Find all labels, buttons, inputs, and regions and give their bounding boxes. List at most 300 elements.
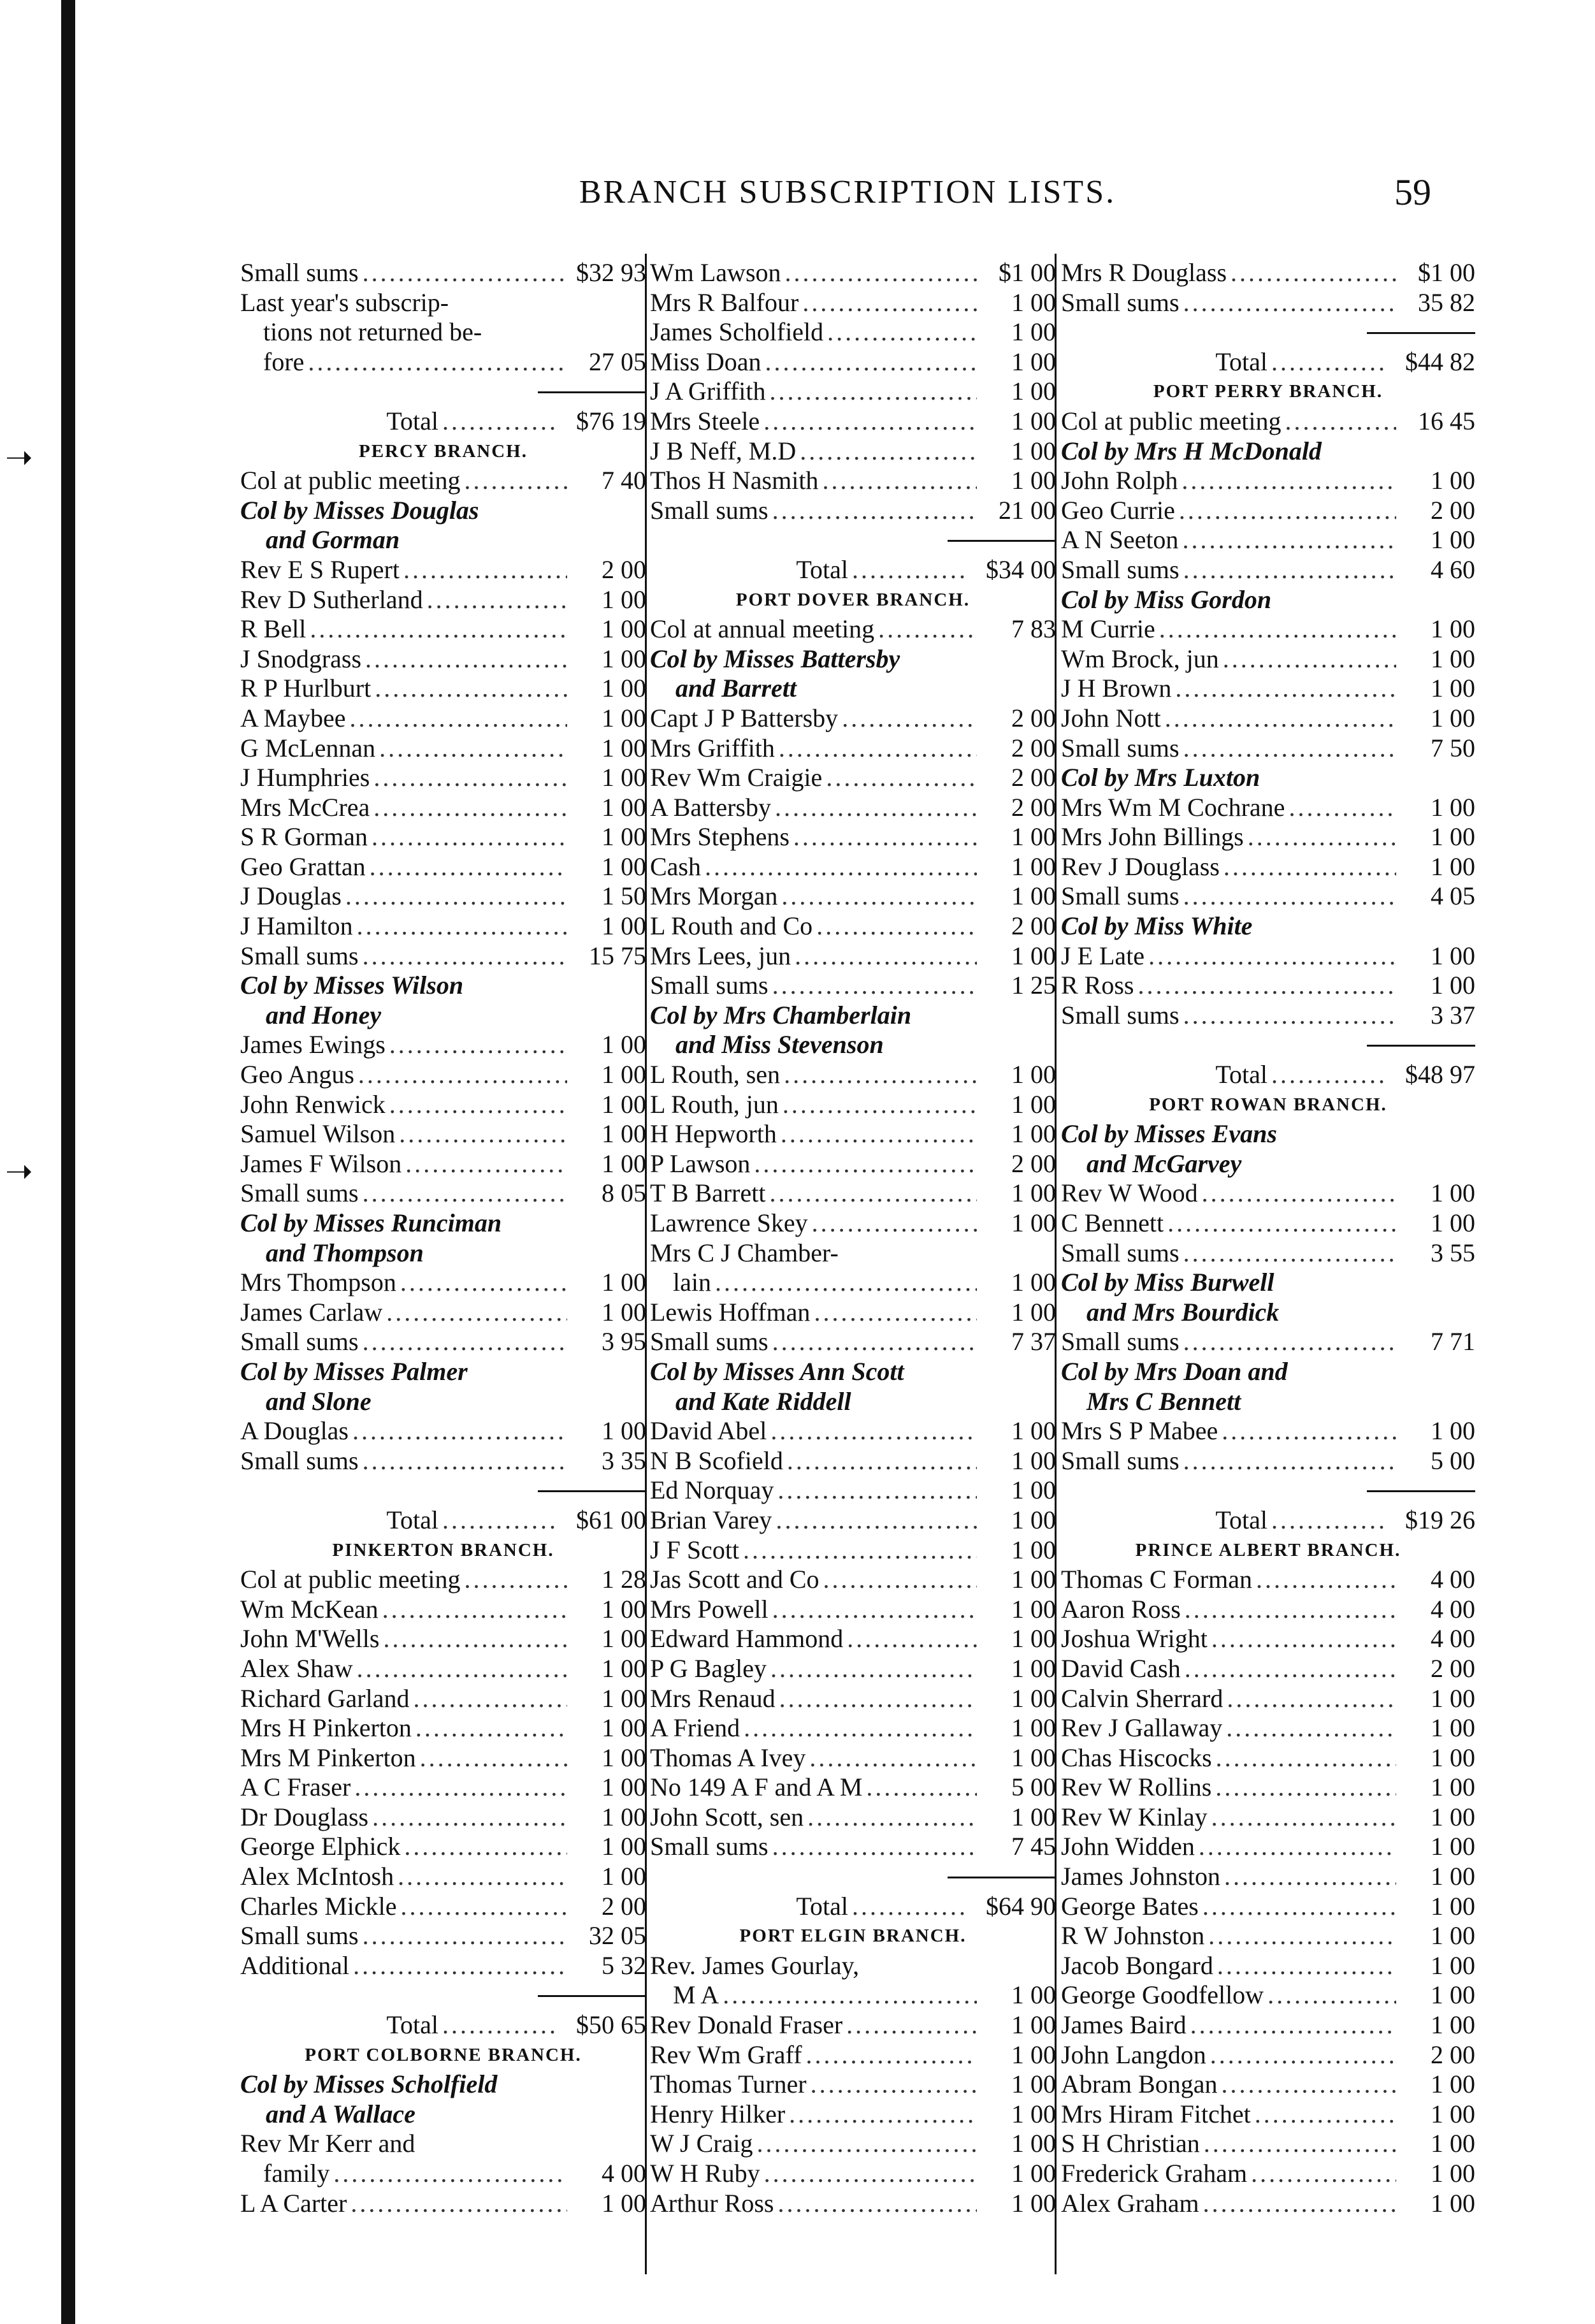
subscription-entry: [1061, 525, 1475, 555]
subscription-entry: [650, 1416, 1056, 1446]
dot-leader: [345, 882, 567, 911]
dot-leader: [1182, 525, 1396, 555]
subscriber-name: Small sums: [1061, 555, 1180, 584]
dot-leader: [354, 1773, 567, 1803]
subscriber-name: N B Scofield: [650, 1446, 783, 1475]
subscription-amount: 1 00: [602, 703, 646, 732]
subscription-amount: 1 00: [602, 1743, 646, 1772]
collector-note: Col by Misses Ann Scott: [650, 1356, 904, 1386]
subscription-entry: [1061, 1980, 1475, 2010]
dot-leader: [772, 1595, 977, 1625]
subscription-entry: [240, 734, 646, 764]
subscriber-name: James Baird: [1061, 2010, 1187, 2040]
subscriber-name: P Lawson: [650, 1149, 751, 1178]
subscription-amount: 1 00: [602, 763, 646, 792]
subscription-amount: 7 37: [1011, 1327, 1056, 1356]
dot-leader: [465, 1565, 568, 1595]
total-label: Total: [386, 1505, 438, 1534]
subscriber-name: George Bates: [1061, 1891, 1199, 1921]
subscription-amount: 1 00: [1431, 525, 1475, 555]
branch-total: [650, 555, 1056, 585]
subscription-entry: [1061, 1713, 1475, 1743]
dot-leader: [785, 258, 977, 288]
dot-leader: [763, 407, 977, 437]
subscription-entry: [650, 1654, 1056, 1684]
subscription-entry: [240, 1090, 646, 1120]
subscription-entry: [240, 1416, 646, 1446]
subscriber-name: A Friend: [650, 1713, 740, 1743]
subscriber-name: Small sums: [240, 1921, 359, 1950]
dot-leader: [781, 882, 977, 911]
subscription-amount: 1 00: [602, 2188, 646, 2218]
dot-leader: [816, 911, 977, 941]
dot-leader: [363, 1327, 567, 1357]
subscription-amount: 1 00: [1011, 1476, 1056, 1505]
dot-leader: [363, 258, 567, 288]
branch-total: [240, 1506, 646, 1536]
subscription-entry: [240, 1713, 646, 1743]
subscriber-name: Calvin Sherrard: [1061, 1683, 1223, 1713]
subscription-entry: [1061, 1327, 1475, 1357]
subscription-entry: [650, 288, 1056, 318]
subscription-amount: 1 00: [602, 1149, 646, 1178]
subscription-entry: [650, 317, 1056, 347]
subscription-entry: [1061, 793, 1475, 823]
dot-leader: [765, 347, 977, 377]
subscriber-name: M Currie: [1061, 614, 1155, 644]
dot-leader: [382, 1595, 567, 1625]
subscription-entry: [650, 1149, 1056, 1179]
dot-leader: [1202, 1892, 1396, 1922]
subscription-entry: [240, 911, 646, 941]
subscription-entry: [650, 1832, 1056, 1862]
dot-leader: [772, 1832, 977, 1862]
subscription-amount: 1 00: [1011, 1980, 1056, 2010]
dot-leader: [800, 437, 977, 467]
dot-leader: [822, 466, 977, 496]
subscription-amount: 1 00: [1431, 1891, 1475, 1921]
subscription-entry: [650, 971, 1056, 1001]
subscription-entry: [240, 763, 646, 793]
subscription-entry: [650, 1327, 1056, 1357]
subscriber-name: Small sums: [240, 941, 359, 970]
subscription-entry: [1061, 1565, 1475, 1595]
subscription-amount: $1 00: [999, 258, 1056, 287]
dot-leader: [1208, 1921, 1396, 1951]
subscription-entry: [650, 1773, 1056, 1803]
dot-leader: [1165, 704, 1396, 734]
total-amount: $64 90: [986, 1891, 1056, 1921]
subscription-amount: 1 00: [1011, 466, 1056, 495]
subscription-amount: 1 00: [1011, 882, 1056, 911]
subscriber-name: L Routh, jun: [650, 1089, 779, 1119]
subscriber-name: Jas Scott and Co: [650, 1565, 819, 1594]
subscription-entry: [1061, 496, 1475, 526]
subscription-entry: [240, 1446, 646, 1476]
page-header: BRANCH SUBSCRIPTION LISTS.: [579, 174, 1116, 210]
subscription-entry: [1061, 1832, 1475, 1862]
dot-leader: [715, 1268, 977, 1298]
dot-leader: [1185, 1595, 1396, 1625]
subscription-entry: [650, 763, 1056, 793]
dot-leader: [723, 1980, 977, 2010]
subscription-entry: [240, 882, 646, 911]
margin-arrow-mark: ➝: [5, 439, 33, 477]
subscription-amount: 1 00: [1431, 644, 1475, 673]
subscription-entry: [1061, 1001, 1475, 1031]
total-amount: $48 97: [1405, 1060, 1475, 1089]
dot-leader: [1175, 674, 1396, 704]
subscription-entry: [240, 1684, 646, 1714]
subscriber-name: George Goodfellow: [1061, 1980, 1264, 2010]
subscription-entry: [650, 1684, 1056, 1714]
collector-note: and Kate Riddell: [675, 1386, 851, 1416]
subscription-amount: 2 00: [1011, 763, 1056, 792]
subscription-entry: [1061, 288, 1475, 318]
subscription-entry: [1061, 1179, 1475, 1209]
dot-leader: [1159, 614, 1396, 644]
subscriber-name: Chas Hiscocks: [1061, 1743, 1212, 1772]
subscription-amount: 1 00: [1011, 2010, 1056, 2040]
subscription-entry: [240, 1119, 646, 1149]
subscription-amount: 3 95: [602, 1327, 646, 1356]
collector-note: Col by Mrs H McDonald: [1061, 436, 1322, 465]
subscription-amount: 2 00: [1011, 733, 1056, 762]
dot-leader: [353, 1951, 567, 1981]
subscription-entry: [650, 496, 1056, 526]
total-amount: $61 00: [576, 1505, 646, 1534]
subscriber-name: Mrs Renaud: [650, 1683, 776, 1713]
sum-rule: [1061, 1030, 1475, 1060]
dot-leader: [781, 1119, 977, 1149]
subscription-entry: [650, 1179, 1056, 1209]
subscriber-name: John Renwick: [240, 1089, 386, 1119]
subscriber-name: Small sums: [240, 1179, 359, 1208]
subscription-entry: [650, 1209, 1056, 1238]
dot-leader: [350, 704, 567, 734]
subscriber-name: Rev J Gallaway: [1061, 1713, 1223, 1743]
subscriber-name: family: [263, 2159, 330, 2188]
subscriber-name: P G Bagley: [650, 1653, 767, 1683]
subscriber-name: Mrs Morgan: [650, 882, 778, 911]
subscription-entry: [240, 674, 646, 704]
subscription-amount: 1 00: [1011, 1505, 1056, 1534]
subscription-entry: [650, 2040, 1056, 2070]
subscription-entry: [650, 407, 1056, 437]
dot-leader: [1185, 1654, 1396, 1684]
dot-leader: [770, 1654, 977, 1684]
subscription-amount: 1 00: [1431, 466, 1475, 495]
subscriber-name: Rev Donald Fraser: [650, 2010, 843, 2040]
subscription-amount: 1 00: [1011, 1060, 1056, 1089]
subscription-amount: 5 00: [1011, 1773, 1056, 1802]
subscription-entry: [1061, 1238, 1475, 1268]
subscription-amount: 7 45: [1011, 1832, 1056, 1861]
subscription-amount: 1 00: [1011, 1209, 1056, 1237]
subscription-amount: 16 45: [1418, 406, 1475, 435]
dot-leader: [1271, 1060, 1386, 1090]
subscription-amount: 1 00: [1011, 1179, 1056, 1208]
subscription-amount: 32 05: [589, 1921, 646, 1950]
subscription-entry: [1061, 941, 1475, 971]
subscriber-name: Small sums: [240, 1446, 359, 1475]
dot-leader: [1183, 1446, 1396, 1476]
dot-leader: [795, 941, 977, 971]
subscriber-name: Jacob Bongard: [1061, 1950, 1213, 1980]
subscriber-name: John Langdon: [1061, 2040, 1206, 2069]
dot-leader: [770, 1416, 977, 1446]
subscription-amount: 1 00: [1431, 1179, 1475, 1208]
subscription-amount: 1 00: [1431, 971, 1475, 1000]
dot-leader: [754, 1149, 977, 1179]
subscription-column-3: [1061, 258, 1475, 2218]
subscription-entry: [650, 1565, 1056, 1595]
subscription-entry: [650, 822, 1056, 852]
subscriber-name: Mrs McCrea: [240, 792, 370, 822]
subscription-entry: [240, 1862, 646, 1892]
subscriber-name: Rev J Douglass: [1061, 852, 1220, 881]
dot-leader: [372, 822, 567, 852]
subscriber-name: J Douglas: [240, 882, 342, 911]
entry-text: Last year's subscrip-: [240, 287, 449, 317]
subscriber-name: Mrs R Douglass: [1061, 258, 1227, 287]
subscription-entry: [650, 1536, 1056, 1565]
subscription-entry: [650, 793, 1056, 823]
subscription-amount: 1 00: [1011, 852, 1056, 881]
subscriber-name: Henry Hilker: [650, 2099, 786, 2128]
subscription-entry: [1061, 2129, 1475, 2159]
total-label: Total: [796, 1891, 848, 1921]
subscription-amount: 1 00: [1431, 2010, 1475, 2040]
subscription-entry: [1061, 2040, 1475, 2070]
dot-leader: [420, 1743, 567, 1773]
collector-note: Col by Misses Wilson: [240, 971, 464, 1000]
dot-leader: [1167, 1209, 1396, 1238]
dot-leader: [1231, 258, 1396, 288]
subscription-amount: 1 00: [1011, 377, 1056, 406]
subscription-entry: [650, 377, 1056, 407]
dot-leader: [1215, 1773, 1396, 1803]
dot-leader: [413, 1684, 567, 1714]
subscriber-name: Lewis Hoffman: [650, 1297, 811, 1326]
subscription-column-2: [650, 258, 1056, 2218]
dot-leader: [779, 734, 977, 764]
subscription-amount: 1 00: [1431, 2159, 1475, 2188]
subscriber-name: Rev E S Rupert: [240, 555, 400, 584]
subscriber-name: John Scott, sen: [650, 1802, 804, 1831]
subscription-amount: 4 00: [1431, 1565, 1475, 1594]
dot-leader: [1183, 1327, 1396, 1357]
subscription-entry: [650, 2070, 1056, 2100]
branch-heading: PINKERTON BRANCH.: [332, 1539, 554, 1560]
subscriber-name: Alex Shaw: [240, 1653, 353, 1683]
subscription-entry: [650, 1506, 1056, 1536]
dot-leader: [1203, 2189, 1396, 2219]
dot-leader: [809, 1743, 977, 1773]
dot-leader: [787, 1446, 977, 1476]
subscriber-name: Mrs Thompson: [240, 1268, 396, 1297]
collector-note: Col by Misses Scholfield: [240, 2070, 498, 2099]
collector-note: and Mrs Bourdick: [1086, 1297, 1280, 1326]
subscriber-name: Thos H Nasmith: [650, 466, 819, 495]
subscription-amount: 3 35: [602, 1446, 646, 1475]
subscriber-name: Rev D Sutherland: [240, 585, 423, 614]
subscription-entry: [650, 852, 1056, 882]
subscription-entry: [240, 1892, 646, 1922]
dot-leader: [744, 1713, 977, 1743]
subscription-amount: 1 00: [1431, 674, 1475, 703]
subscription-entry: [650, 2159, 1056, 2189]
subscriber-name: Abram Bongan: [1061, 2070, 1218, 2099]
dot-leader: [379, 734, 567, 764]
subscription-amount: 1 00: [602, 1713, 646, 1743]
subscriber-name: Mrs Powell: [650, 1594, 769, 1623]
subscription-amount: 1 00: [602, 614, 646, 644]
subscription-entry: [240, 585, 646, 615]
subscription-entry: [240, 1268, 646, 1298]
total-amount: $44 82: [1405, 347, 1475, 376]
subscription-amount: 1 00: [1431, 1921, 1475, 1950]
dot-leader: [1216, 1743, 1396, 1773]
subscription-amount: $32 93: [576, 258, 646, 287]
subscriber-name: Edward Hammond: [650, 1624, 844, 1653]
subscriber-name: Small sums: [240, 1327, 359, 1356]
dot-leader: [802, 288, 977, 318]
subscriber-name: Cash: [650, 852, 701, 881]
subscription-amount: 2 00: [1431, 1653, 1475, 1683]
subscription-amount: 1 00: [602, 1416, 646, 1446]
subscriber-name: R P Hurlburt: [240, 674, 372, 703]
subscription-amount: 3 37: [1431, 1000, 1475, 1029]
subscriber-name: Geo Grattan: [240, 852, 366, 881]
subscription-entry: [240, 644, 646, 674]
subscription-amount: 1 00: [602, 1624, 646, 1653]
subscription-amount: 7 50: [1431, 733, 1475, 762]
subscriber-name: Aaron Ross: [1061, 1594, 1181, 1623]
subscription-amount: 1 00: [1431, 1209, 1475, 1237]
dot-leader: [866, 1773, 977, 1803]
subscription-entry: [240, 1773, 646, 1803]
subscriber-name: James Scholfield: [650, 317, 824, 347]
subscription-amount: 1 00: [1011, 2070, 1056, 2099]
subscriber-name: S R Gorman: [240, 822, 368, 852]
subscription-amount: 1 00: [1431, 852, 1475, 881]
subscription-amount: 3 55: [1431, 1238, 1475, 1267]
dot-leader: [465, 466, 568, 496]
dot-leader: [878, 614, 977, 644]
subscription-amount: 15 75: [589, 941, 646, 970]
margin-arrow-mark: ➝: [5, 1152, 33, 1191]
dot-leader: [814, 1298, 977, 1328]
collector-note: and Barrett: [675, 674, 797, 703]
subscription-amount: 1 00: [1011, 317, 1056, 347]
subscription-entry: [650, 911, 1056, 941]
dot-leader: [777, 1476, 977, 1506]
subscription-amount: 8 05: [602, 1179, 646, 1208]
dot-leader: [1202, 1179, 1396, 1209]
subscriber-name: Geo Currie: [1061, 495, 1175, 525]
subscription-amount: 1 00: [1011, 287, 1056, 317]
dot-leader: [365, 644, 567, 674]
subscription-amount: 1 00: [1011, 1683, 1056, 1713]
subscriber-name: Miss Doan: [650, 347, 761, 376]
dot-leader: [1183, 734, 1396, 764]
subscriber-name: Wm Lawson: [650, 258, 781, 287]
subscriber-name: Mrs M Pinkerton: [240, 1743, 416, 1772]
subscriber-name: Wm McKean: [240, 1594, 379, 1623]
dot-leader: [1255, 2100, 1396, 2130]
subscription-amount: 2 00: [602, 1891, 646, 1921]
entry-text: Rev Mr Kerr and: [240, 2129, 415, 2158]
dot-leader: [386, 1298, 567, 1328]
subscriber-name: Samuel Wilson: [240, 1119, 396, 1149]
subscriber-name: R Ross: [1061, 971, 1134, 1000]
subscription-amount: 1 00: [1431, 1416, 1475, 1446]
dot-leader: [358, 1060, 567, 1090]
subscription-amount: 1 00: [1011, 1535, 1056, 1564]
subscription-entry: [1061, 674, 1475, 704]
subscriber-name: Small sums: [650, 1327, 769, 1356]
subscription-amount: 2 00: [1011, 703, 1056, 732]
dot-leader: [1227, 1684, 1396, 1714]
subscription-amount: 1 00: [1011, 1743, 1056, 1772]
subscription-entry: [240, 466, 646, 496]
total-label: Total: [386, 2010, 438, 2040]
subscriber-name: A Douglas: [240, 1416, 349, 1446]
dot-leader: [779, 1684, 977, 1714]
collector-note: Col by Misses Douglas: [240, 495, 479, 525]
branch-heading: PERCY BRANCH.: [359, 440, 528, 461]
branch-heading: PORT ROWAN BRANCH.: [1149, 1094, 1387, 1115]
subscriber-name: A C Fraser: [240, 1773, 351, 1802]
subscription-amount: 1 00: [1011, 1119, 1056, 1149]
entry-text: Mrs C J Chamber-: [650, 1238, 839, 1267]
subscription-entry: [1061, 1803, 1475, 1833]
dot-leader: [827, 317, 977, 347]
subscription-amount: 1 00: [602, 1297, 646, 1326]
subscription-amount: 1 00: [1431, 703, 1475, 732]
subscription-amount: 4 05: [1431, 882, 1475, 911]
dot-leader: [842, 704, 977, 734]
subscription-entry: [1061, 407, 1475, 437]
subscriber-name: Arthur Ross: [650, 2188, 774, 2218]
subscription-amount: 1 00: [602, 1683, 646, 1713]
subscription-entry: [1061, 1416, 1475, 1446]
subscriber-name: No 149 A F and A M: [650, 1773, 863, 1802]
subscriber-name: J E Late: [1061, 941, 1145, 970]
subscriber-name: Small sums: [1061, 1000, 1180, 1029]
collector-note: Col by Misses Evans: [1061, 1119, 1277, 1149]
dot-leader: [405, 1149, 567, 1179]
subscription-amount: 21 00: [999, 495, 1056, 525]
subscriber-name: Mrs Wm M Cochrane: [1061, 792, 1285, 822]
subscriber-name: Alex McIntosh: [240, 1862, 394, 1891]
dot-leader: [1211, 1624, 1396, 1654]
subscription-entry: [240, 1951, 646, 1981]
dot-leader: [373, 763, 567, 793]
dot-leader: [1204, 2129, 1396, 2159]
collector-note: Col by Miss Burwell: [1061, 1268, 1274, 1297]
subscription-amount: 1 00: [602, 1060, 646, 1089]
collector-note: and Miss Stevenson: [675, 1030, 884, 1059]
subscription-entry: [240, 1595, 646, 1625]
dot-leader: [811, 2070, 977, 2100]
dot-leader: [772, 496, 977, 526]
collector-note: and Slone: [266, 1386, 372, 1416]
subscription-amount: 1 00: [1011, 1565, 1056, 1594]
subscription-entry: [240, 941, 646, 971]
subscriber-name: George Elphick: [240, 1832, 401, 1861]
